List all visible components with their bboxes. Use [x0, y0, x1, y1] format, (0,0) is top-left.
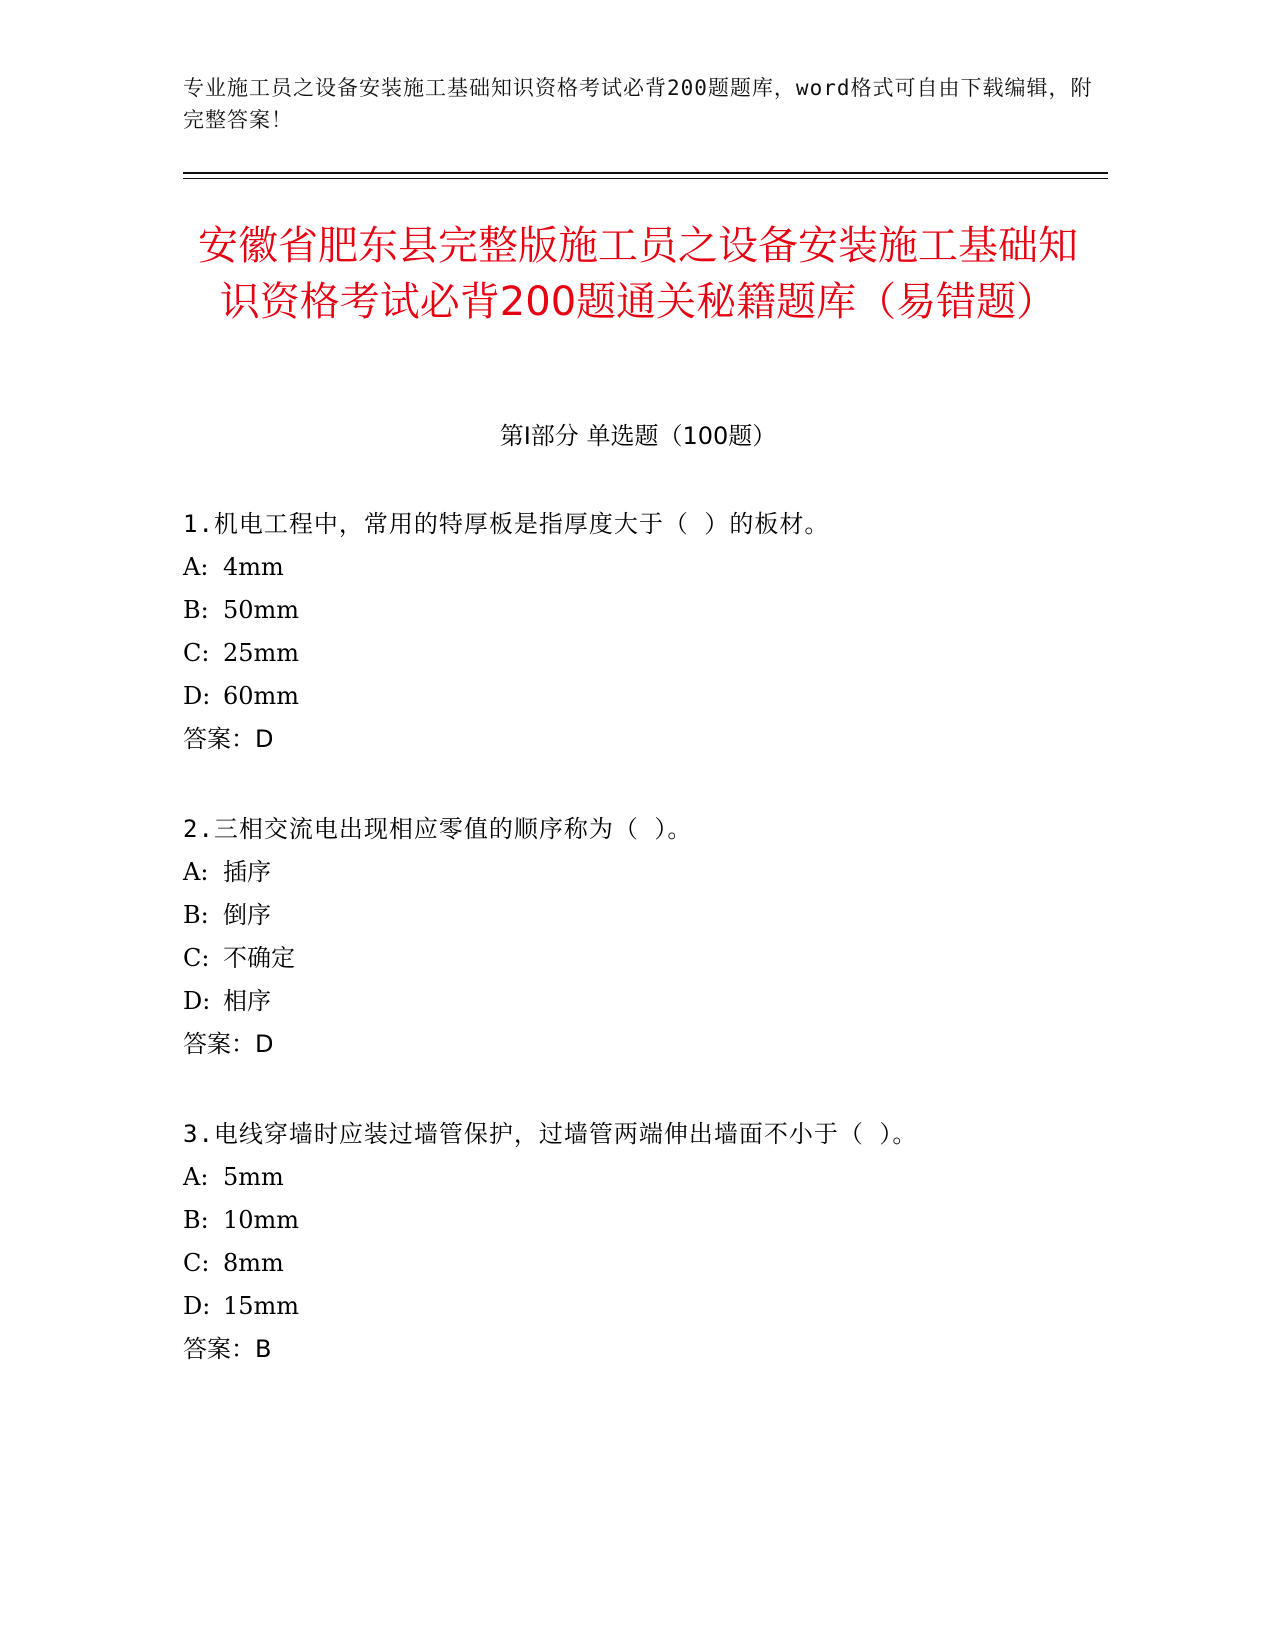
answer-line: 答案：D — [183, 725, 274, 753]
option-d — [183, 1291, 1103, 1321]
header-divider-thin — [183, 178, 1108, 179]
option-text: 8mm — [223, 1249, 284, 1277]
option-text: 相序 — [223, 987, 271, 1015]
option-letter: D: — [183, 682, 211, 710]
option-letter: D: — [183, 1292, 211, 1320]
option-c — [183, 1248, 1103, 1278]
option-letter: C: — [183, 1249, 210, 1277]
option-letter: C: — [183, 944, 210, 972]
question-stem: 3.电线穿墙时应装过墙管保护，过墙管两端伸出墙面不小于（ ）。 — [183, 1120, 918, 1148]
option-a — [183, 857, 1103, 887]
question-1 — [183, 509, 1103, 754]
question-2 — [183, 814, 1103, 1059]
question-stem: 2.三相交流电出现相应零值的顺序称为（ ）。 — [183, 815, 693, 843]
option-d — [183, 681, 1103, 711]
option-letter: D: — [183, 987, 211, 1015]
option-b — [183, 1205, 1103, 1235]
option-d — [183, 986, 1103, 1016]
section-heading: 第I部分 单选题（100题） — [499, 422, 777, 450]
header-note: 专业施工员之设备安装施工基础知识资格考试必背200题题库，word格式可自由下载编辑，附完整答案！ — [183, 76, 1093, 132]
option-letter: B: — [183, 901, 209, 929]
option-b — [183, 900, 1103, 930]
answer-line: 答案：B — [183, 1335, 272, 1363]
option-text: 60mm — [223, 682, 300, 710]
option-letter: A: — [183, 553, 209, 581]
option-text: 50mm — [223, 596, 300, 624]
question-3 — [183, 1119, 1103, 1364]
option-text: 15mm — [223, 1292, 300, 1320]
option-text: 倒序 — [223, 901, 271, 929]
option-text: 不确定 — [223, 944, 295, 972]
option-a — [183, 1162, 1103, 1192]
option-text: 4mm — [223, 553, 284, 581]
option-a — [183, 552, 1103, 582]
question-stem: 1.机电工程中，常用的特厚板是指厚度大于（ ）的板材。 — [183, 510, 830, 538]
option-letter: A: — [183, 858, 209, 886]
option-text: 5mm — [223, 1163, 284, 1191]
document-title: 安徽省肥东县完整版施工员之设备安装施工基础知识资格考试必背200题通关秘籍题库（易错题） — [198, 223, 1078, 325]
option-letter: B: — [183, 596, 209, 624]
option-letter: C: — [183, 639, 210, 667]
answer-line: 答案：D — [183, 1030, 274, 1058]
option-letter: A: — [183, 1163, 209, 1191]
option-letter: B: — [183, 1206, 209, 1234]
option-text: 10mm — [223, 1206, 300, 1234]
option-c — [183, 638, 1103, 668]
option-text: 25mm — [223, 639, 300, 667]
option-b — [183, 595, 1103, 625]
option-text: 插序 — [223, 858, 271, 886]
header-divider-thick — [183, 172, 1108, 174]
option-c — [183, 943, 1103, 973]
